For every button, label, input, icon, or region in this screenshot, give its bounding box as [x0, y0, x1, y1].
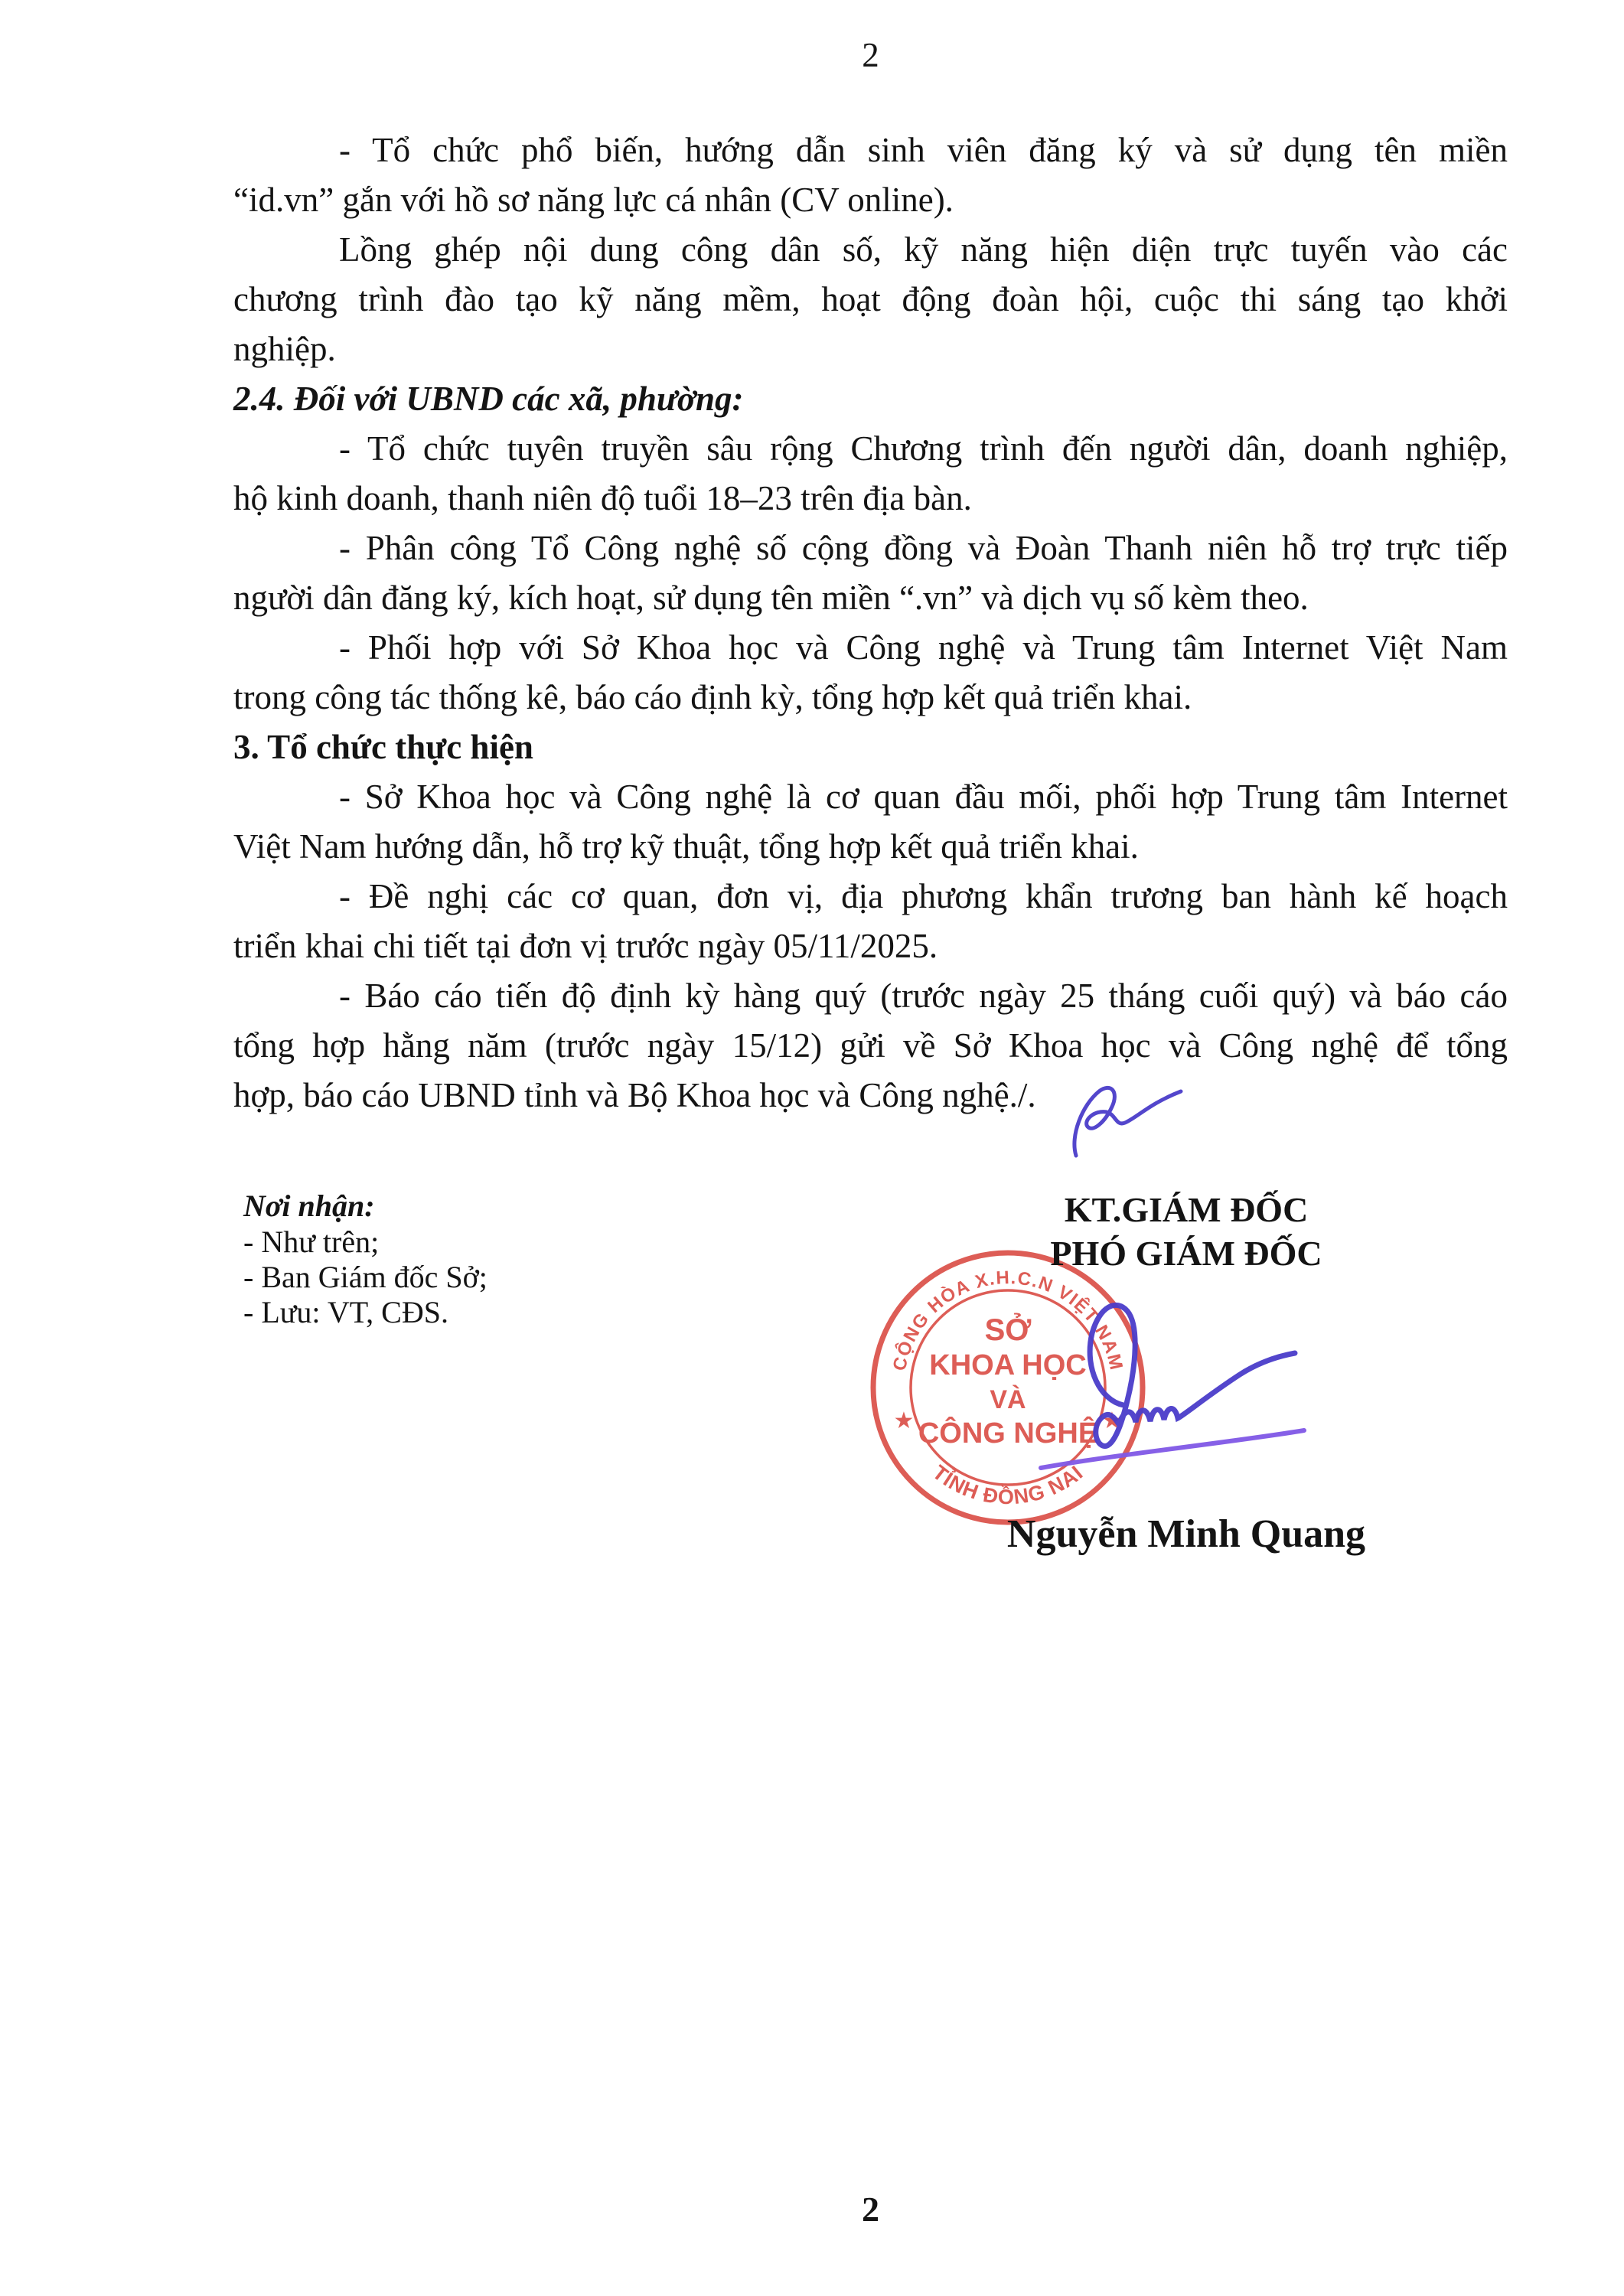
stamp-center-line-4: CÔNG NGHỆ	[918, 1417, 1098, 1450]
body-line: 3. Tổ chức thực hiện	[233, 728, 533, 766]
body-line: - Phân công Tổ Công nghệ số cộng đồng và Đoàn Thanh niên hỗ trợ trực tiếp	[339, 529, 1508, 567]
stamp-star-right-icon: ★	[1101, 1408, 1123, 1433]
body-line: chương trình đào tạo kỹ năng mềm, hoạt động đoàn hội, cuộc thi sáng tạo khởi	[233, 280, 1508, 318]
body-line: Việt Nam hướng dẫn, hỗ trợ kỹ thuật, tổng hợp kết quả triển khai.	[233, 827, 1139, 866]
body-line: hợp, báo cáo UBND tỉnh và Bộ Khoa học và Công nghệ./.	[233, 1076, 1036, 1114]
recipients-title: Nơi nhận:	[243, 1189, 375, 1223]
stamp-center-line-3: VÀ	[990, 1385, 1026, 1414]
body-line: - Tổ chức phổ biến, hướng dẫn sinh viên đăng ký và sử dụng tên miền	[339, 131, 1508, 169]
body-line: nghiệp.	[233, 330, 336, 368]
body-line: Lồng ghép nội dung công dân số, kỹ năng hiện diện trực tuyến vào các	[339, 230, 1508, 269]
body-line: - Báo cáo tiến độ định kỳ hàng quý (trước ngày 25 tháng cuối quý) và báo cáo	[339, 977, 1508, 1015]
signer-title-2: PHÓ GIÁM ĐỐC	[1050, 1234, 1322, 1273]
stamp-star-left-icon: ★	[893, 1408, 915, 1433]
recipients-block	[243, 1188, 488, 1330]
body-line: hộ kinh doanh, thanh niên độ tuổi 18–23 trên địa bàn.	[233, 479, 972, 517]
body-line: “id.vn” gắn với hồ sơ năng lực cá nhân (CV online).	[233, 181, 954, 219]
signer-title-1: KT.GIÁM ĐỐC	[1064, 1190, 1309, 1229]
recipient-item: - Như trên;	[243, 1225, 380, 1259]
signature-underline-stroke	[1041, 1430, 1304, 1468]
recipients-list	[243, 1225, 488, 1330]
body-line: người dân đăng ký, kích hoạt, sử dụng tên miền “.vn” và dịch vụ số kèm theo.	[233, 579, 1309, 617]
body-line: 2.4. Đối với UBND các xã, phường:	[233, 380, 744, 418]
signer-name: Nguyễn Minh Quang	[1006, 1512, 1366, 1556]
signature-initials-stroke	[1075, 1088, 1181, 1156]
body-line: tổng hợp hằng năm (trước ngày 15/12) gửi về Sở Khoa học và Công nghệ để tổng	[233, 1026, 1508, 1065]
body-line: trong công tác thống kê, báo cáo định kỳ, tổng hợp kết quả triển khai.	[233, 678, 1192, 716]
body-line: - Phối hợp với Sở Khoa học và Công nghệ và Trung tâm Internet Việt Nam	[339, 628, 1508, 667]
stamp-center-line-1: SỞ	[984, 1313, 1032, 1347]
document-body	[233, 126, 1508, 1120]
stamp-arc-bottom-text: TỈNH ĐỒNG NAI	[928, 1460, 1088, 1509]
page-number-bottom: 2	[862, 2190, 879, 2229]
page-number-top: 2	[862, 36, 879, 74]
body-line: - Tổ chức tuyên truyền sâu rộng Chương trình đến người dân, doanh nghiệp,	[339, 429, 1508, 468]
recipient-item: - Lưu: VT, CĐS.	[243, 1295, 448, 1329]
body-line: - Sở Khoa học và Công nghệ là cơ quan đầu mối, phối hợp Trung tâm Internet	[339, 778, 1508, 816]
body-line: - Đề nghị các cơ quan, đơn vị, địa phương khẩn trương ban hành kế hoạch	[339, 877, 1508, 915]
stamp-center-line-2: KHOA HỌC	[929, 1349, 1087, 1381]
signature-mark	[842, 1056, 1500, 1500]
recipient-item: - Ban Giám đốc Sở;	[243, 1260, 488, 1294]
body-line: triển khai chi tiết tại đơn vị trước ngày 05/11/2025.	[233, 927, 938, 965]
stamp-arc-top-text: CỘNG HÒA X.H.C.N VIỆT NAM	[889, 1267, 1127, 1373]
signature-main-stroke	[1090, 1305, 1295, 1446]
